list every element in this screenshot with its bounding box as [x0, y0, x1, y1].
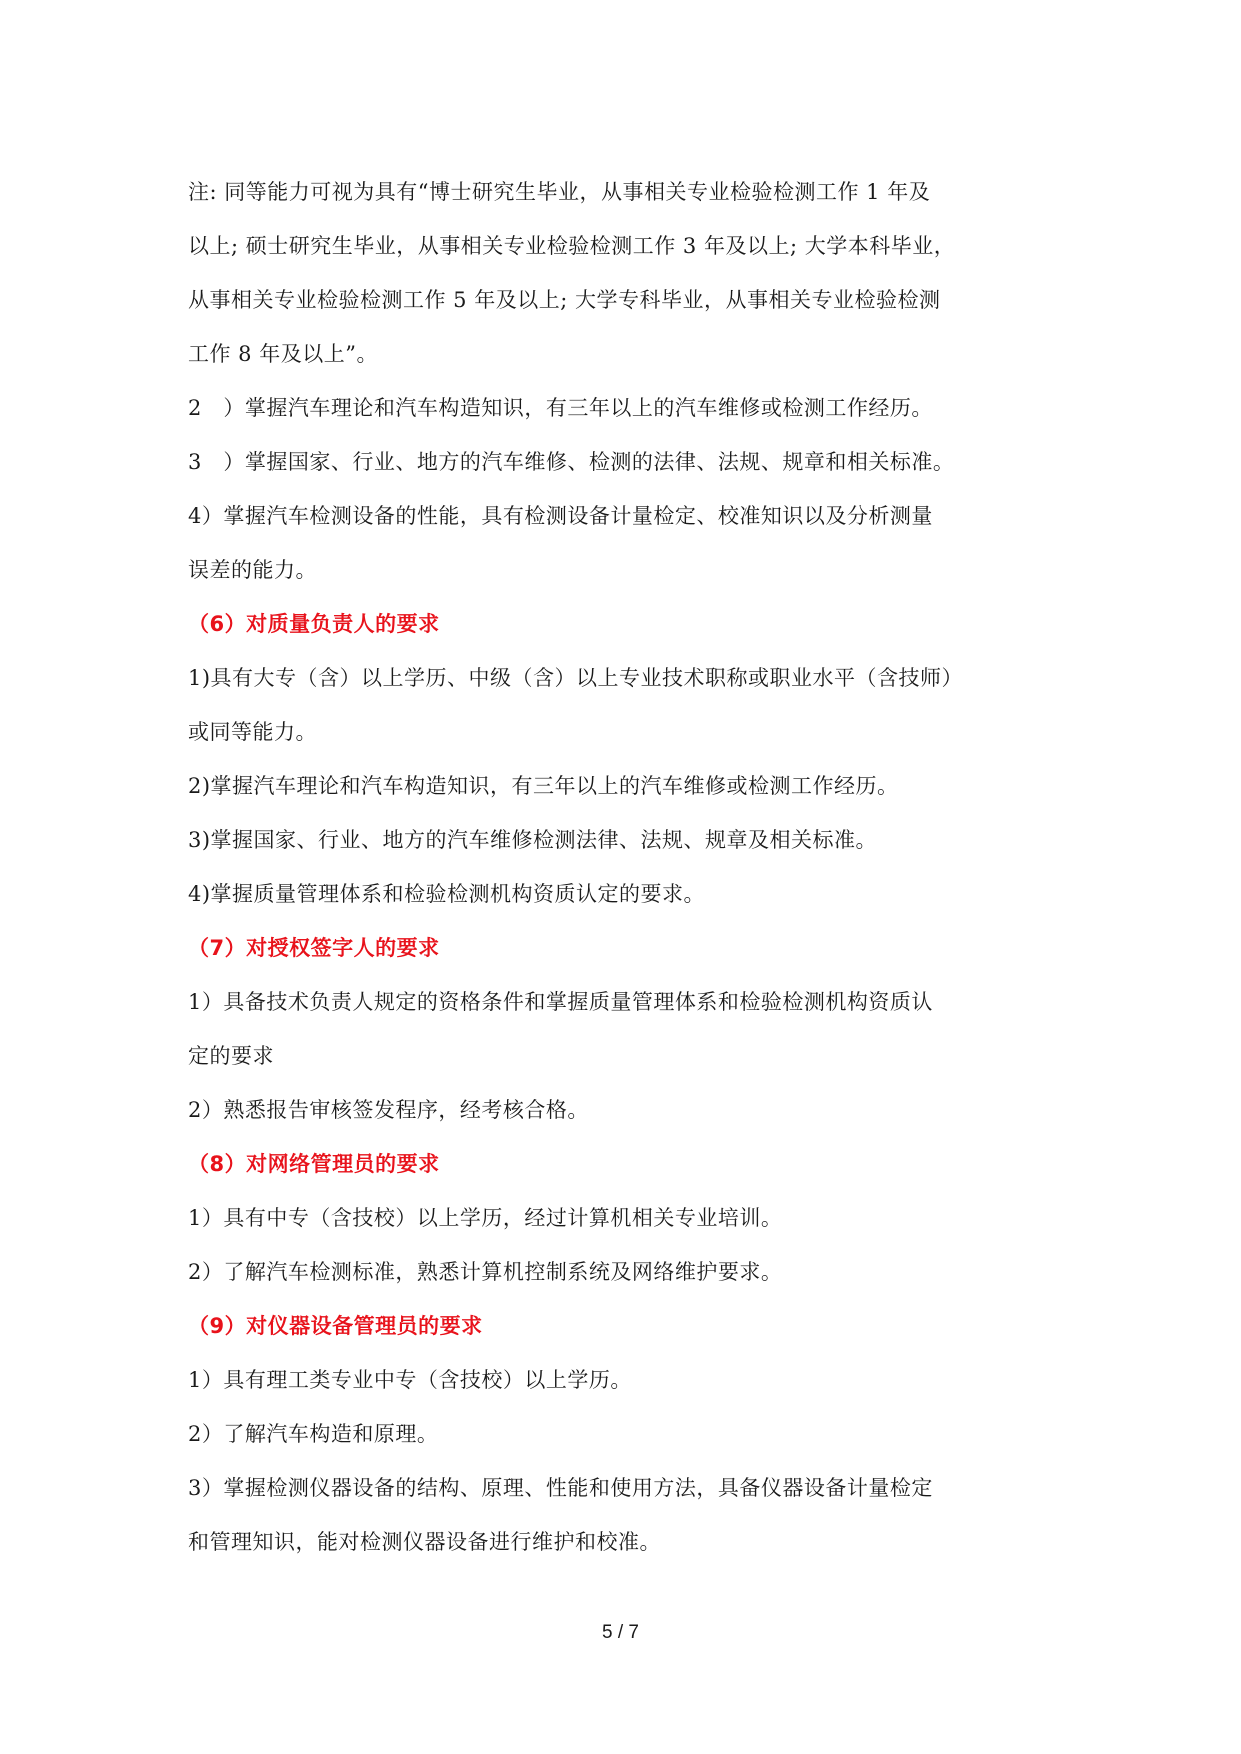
body-line: 或同等能力。	[188, 720, 317, 744]
body-line: 3 ）掌握国家、行业、地方的汽车维修、检测的法律、法规、规章和相关标准。	[188, 450, 955, 474]
note-line: 从事相关专业检验检测工作 5 年及以上; 大学专科毕业，从事相关专业检验检测	[188, 288, 941, 312]
body-line: 和管理知识，能对检测仪器设备进行维护和校准。	[188, 1530, 661, 1554]
section-heading-quality-manager: （6）对质量负责人的要求	[188, 612, 440, 636]
note-line: 以上; 硕士研究生毕业，从事相关专业检验检测工作 3 年及以上; 大学本科毕业，	[188, 234, 956, 258]
body-line: 定的要求	[188, 1044, 274, 1068]
body-line: 1)具有大专（含）以上学历、中级（含）以上专业技术职称或职业水平（含技师）	[188, 666, 964, 690]
body-line: 2）了解汽车检测标准，熟悉计算机控制系统及网络维护要求。	[188, 1260, 783, 1284]
note-line: 注: 同等能力可视为具有“博士研究生毕业，从事相关专业检验检测工作 1 年及	[188, 180, 931, 204]
body-line: 2）熟悉报告审核签发程序，经考核合格。	[188, 1098, 589, 1122]
page-number: 5 / 7	[602, 1622, 639, 1643]
section-heading-network-admin: （8）对网络管理员的要求	[188, 1152, 440, 1176]
body-line: 1）具备技术负责人规定的资格条件和掌握质量管理体系和检验检测机构资质认	[188, 990, 933, 1014]
body-line: 3)掌握国家、行业、地方的汽车维修检测法律、法规、规章及相关标准。	[188, 828, 878, 852]
body-line: 1）具有中专（含技校）以上学历，经过计算机相关专业培训。	[188, 1206, 783, 1230]
body-line: 2 ）掌握汽车理论和汽车构造知识，有三年以上的汽车维修或检测工作经历。	[188, 396, 933, 420]
body-line: 2）了解汽车构造和原理。	[188, 1422, 439, 1446]
page-content	[188, 165, 1058, 1569]
note-line: 工作 8 年及以上”。	[188, 342, 378, 366]
body-line: 误差的能力。	[188, 558, 317, 582]
body-line: 2)掌握汽车理论和汽车构造知识，有三年以上的汽车维修或检测工作经历。	[188, 774, 899, 798]
body-line: 4）掌握汽车检测设备的性能，具有检测设备计量检定、校准知识以及分析测量	[188, 504, 933, 528]
section-heading-authorized-signatory: （7）对授权签字人的要求	[188, 936, 440, 960]
body-line: 1）具有理工类专业中专（含技校）以上学历。	[188, 1368, 632, 1392]
body-line: 3）掌握检测仪器设备的结构、原理、性能和使用方法，具备仪器设备计量检定	[188, 1476, 933, 1500]
body-line: 4)掌握质量管理体系和检验检测机构资质认定的要求。	[188, 882, 706, 906]
section-heading-equipment-admin: （9）对仪器设备管理员的要求	[188, 1314, 483, 1338]
